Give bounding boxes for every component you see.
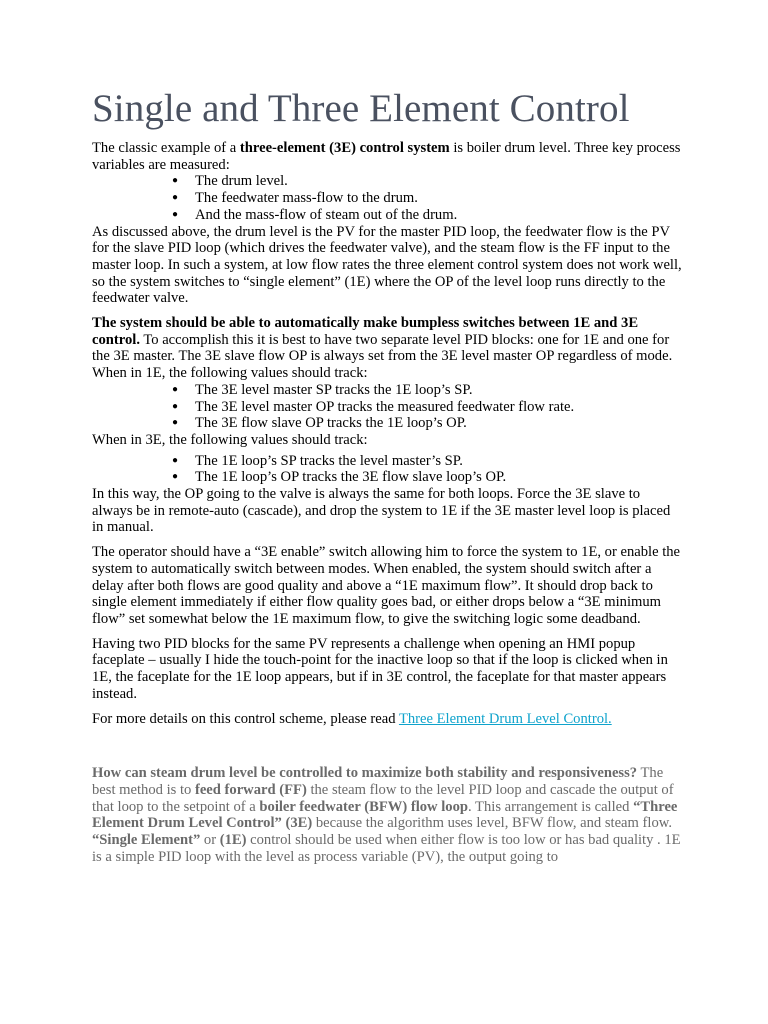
list-item: ● The 3E flow slave OP tracks the 1E loop’s OP. bbox=[172, 415, 467, 432]
document-body bbox=[92, 86, 682, 865]
list-item: ● The 3E level master SP tracks the 1E loop’s SP. bbox=[172, 381, 473, 398]
list-item: ● And the mass-flow of steam out of the drum. bbox=[172, 206, 458, 223]
bumpless-paragraph: The system should be able to automatically make bumpless switches between 1E and 3E control. To accomplish this it is best to have two separate level PID blocks: one for 1E and one for the 3E master. The 3E slave flow OP is always set from the 3E level master OP regardless of mode. When in 1E, the following values should track: bbox=[92, 315, 673, 382]
hmi-faceplate-paragraph: Having two PID blocks for the same PV represents a challenge when opening an HMI popup faceplate – usually I hide the touch-point for the inactive loop so that if the loop is clicked when in 1E, the faceplate for the 1E loop appears, but if in 3E control, the faceplate for that master appears instead. bbox=[92, 635, 668, 702]
bullet-icon: ● bbox=[172, 175, 179, 187]
bullet-icon: ● bbox=[172, 383, 179, 395]
more-details-paragraph: For more details on this control scheme, please read Three Element Drum Level Control. bbox=[92, 710, 612, 727]
discussion-paragraph: As discussed above, the drum level is the PV for the master PID loop, the feedwater flow is the PV for the slave PID loop (which drives the feedwater valve), and the steam flow is the FF input to the master loop. In such a system, at low flow rates the three element control system does not work well, so the system switches to “single element” (1E) where the OP of the level loop runs directly to the feedwater valve. bbox=[92, 223, 682, 307]
bullet-icon: ● bbox=[172, 192, 179, 204]
bullet-icon: ● bbox=[172, 208, 179, 220]
list-item: ● The 3E level master OP tracks the measured feedwater flow rate. bbox=[172, 398, 575, 415]
list-item: ● The 1E loop’s SP tracks the level master’s SP. bbox=[172, 452, 463, 469]
bullet-icon: ● bbox=[172, 400, 179, 412]
tracking-3e-list bbox=[92, 453, 682, 486]
page-title: Single and Three Element Control bbox=[92, 87, 630, 130]
steam-drum-question-paragraph: How can steam drum level be controlled to maximize both stability and responsiveness? The best method is to feed forward (FF) the steam flow to the level PID loop and cascade the output of that loop to the setpoint of a boiler feedwater (BFW) flow loop. This arrangement is called “Three Element Drum Level Control” (3E) because the algorithm uses level, BFW flow, and steam flow. bbox=[92, 765, 678, 832]
operator-switch-paragraph: The operator should have a “3E enable” switch allowing him to force the system to 1E, or enable the system to automatically switch between modes. When enabled, the system should switch after a delay after both flows are good quality and above a “1E maximum flow”. It should drop back to single element immediately if either flow quality goes bad, or either drops below a “3E minimum flow” set somewhat below the 1E maximum flow, to give the switching logic some deadband. bbox=[92, 544, 681, 627]
list-item: ● The drum level. bbox=[172, 173, 288, 190]
list-item: ● The 1E loop’s OP tracks the 3E flow slave loop’s OP. bbox=[172, 469, 507, 486]
three-element-control-link[interactable]: Three Element Drum Level Control. bbox=[398, 710, 612, 727]
bullet-icon: ● bbox=[172, 454, 179, 466]
valve-op-paragraph: In this way, the OP going to the valve is always the same for both loops. Force the 3E slave to always be in remote-auto (cascade), and drop the system to 1E if the 3E master level loop is placed in manual. bbox=[92, 486, 671, 536]
when-3e-paragraph: When in 3E, the following values should track: bbox=[92, 431, 368, 448]
single-element-paragraph: “Single Element” or (1E) control should be used when either flow is too low or has bad quality . 1E is a simple PID loop with the level as process variable (PV), the output going to bbox=[92, 832, 681, 865]
tracking-1e-list bbox=[92, 382, 682, 432]
bullet-icon: ● bbox=[172, 417, 179, 429]
intro-paragraph: The classic example of a three-element (3E) control system is boiler drum level. Three key process variables are measured: bbox=[92, 140, 681, 173]
measured-variables-list bbox=[92, 173, 682, 223]
list-item: ● The feedwater mass-flow to the drum. bbox=[172, 190, 418, 207]
bullet-icon: ● bbox=[172, 471, 179, 483]
